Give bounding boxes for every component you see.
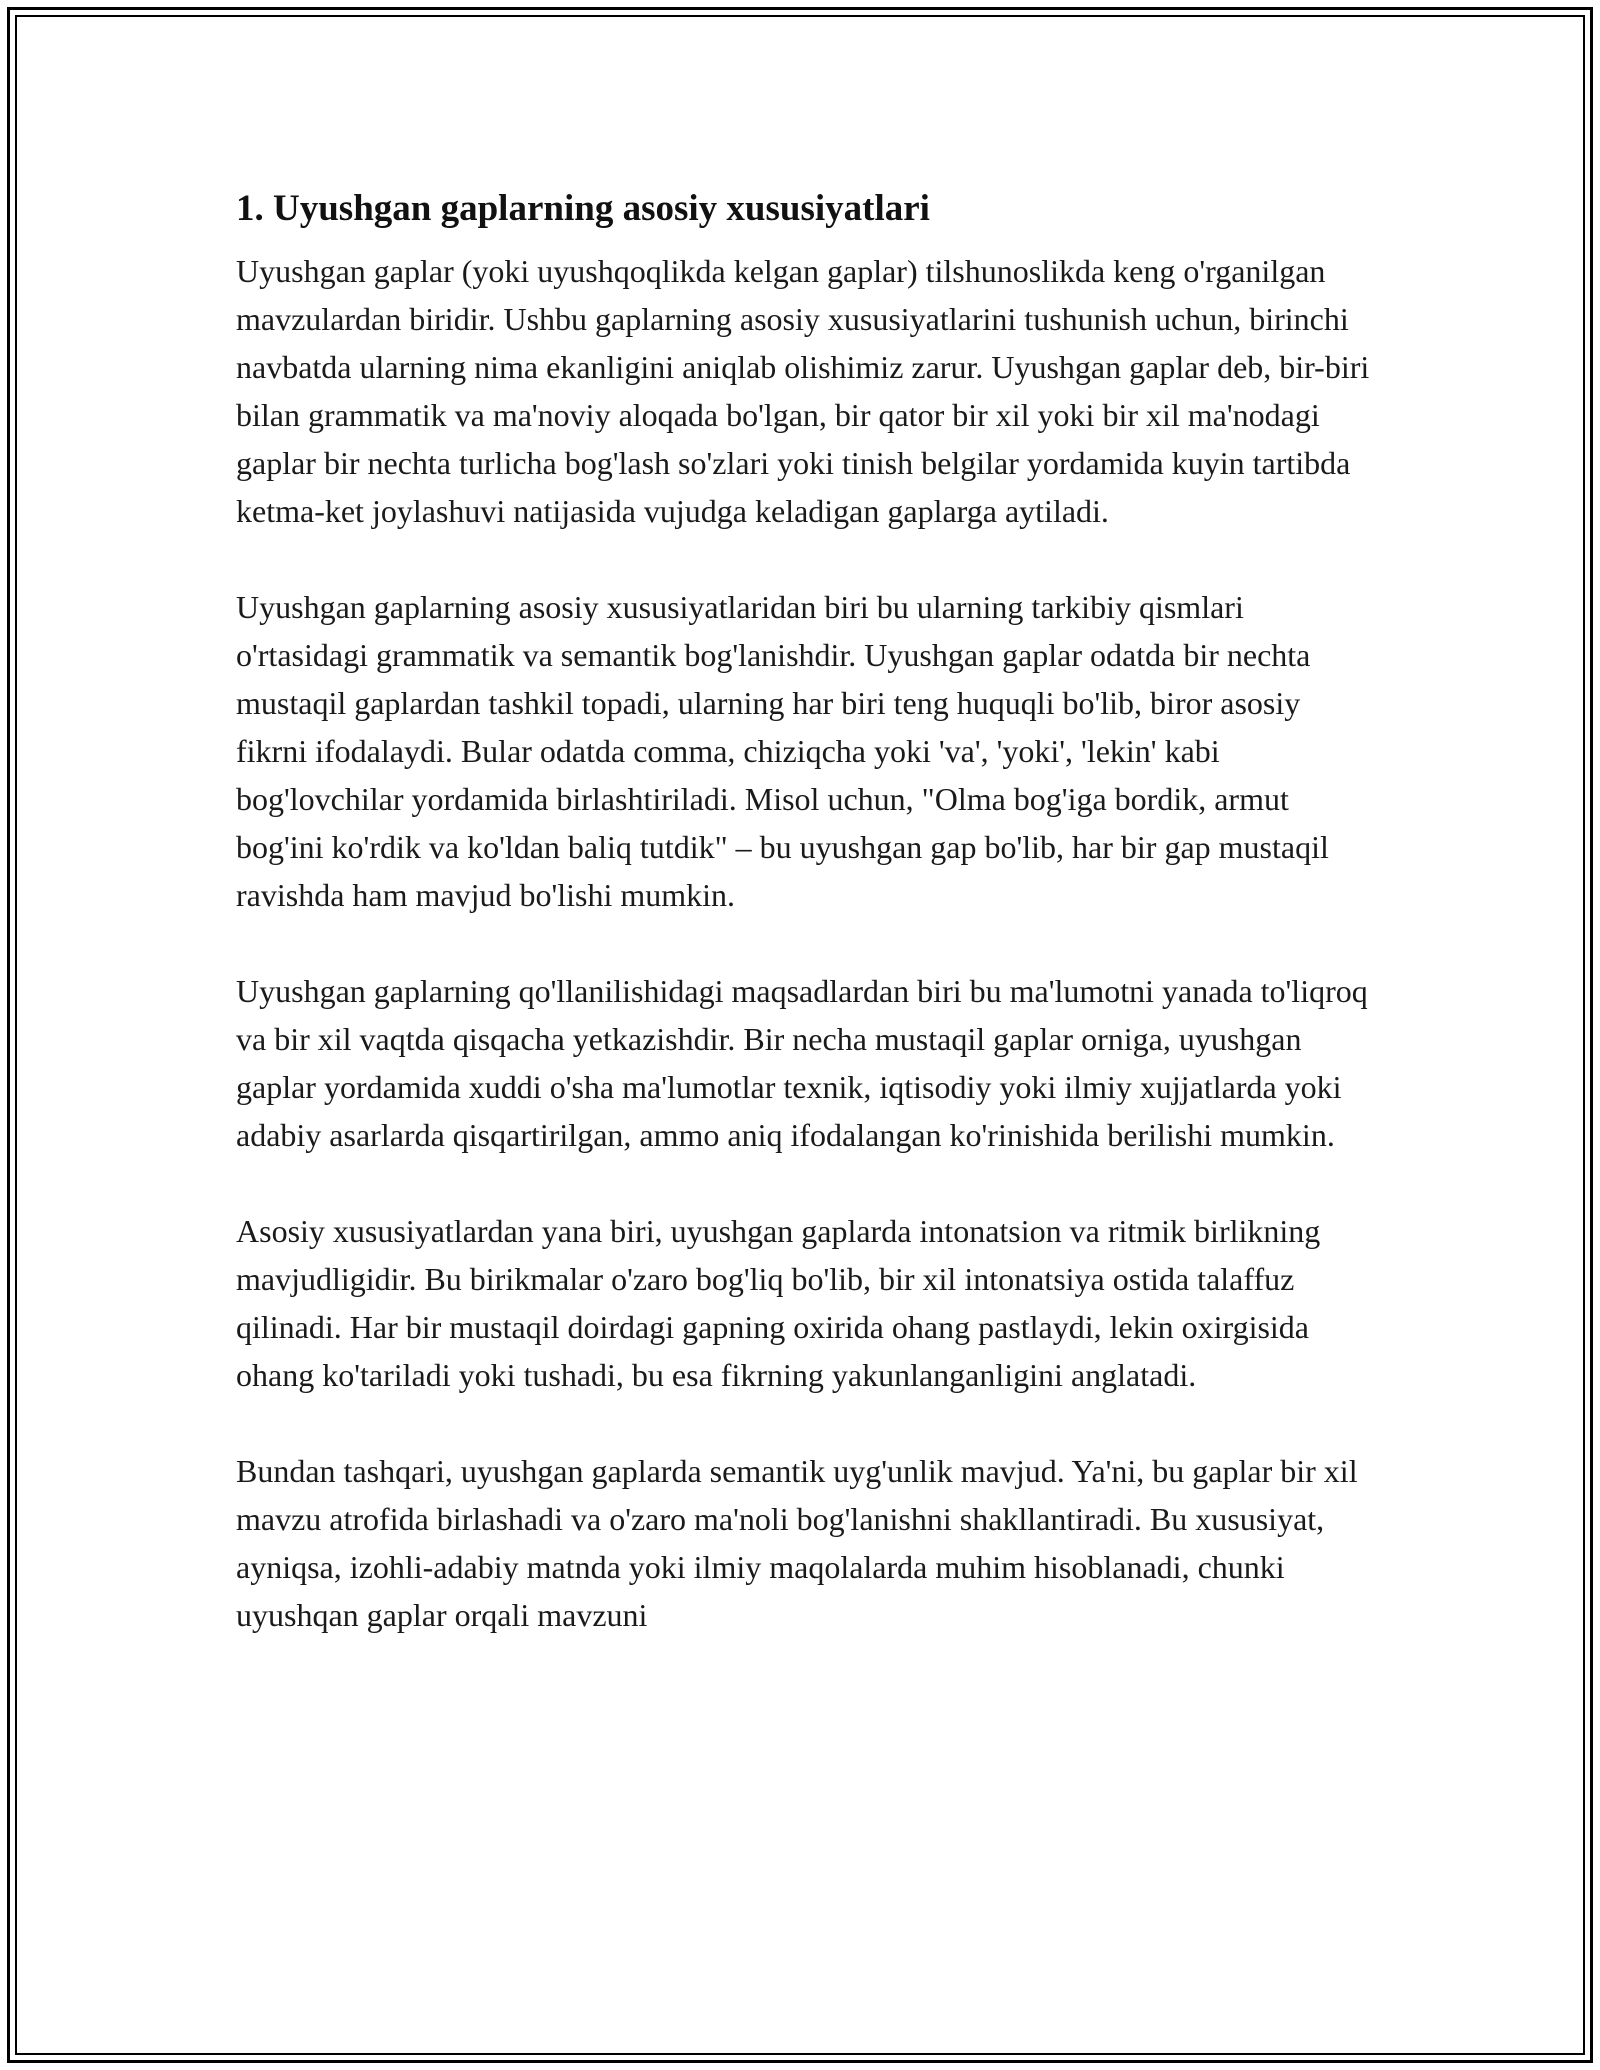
paragraph-2: Uyushgan gaplarning asosiy xususiyatlaridan biri bu ularning tarkibiy qismlari o'rtasidagi grammatik va semantik bog'lanishdir. Uyushgan gaplar odatda bir nechta mustaqil gaplardan tashkil topadi, ularning har biri teng huquqli bo'lib, biror asosiy fikrni ifodalaydi. Bular odatda comma, chiziqcha yoki 'va', 'yoki', 'lekin' kabi bog'lovchilar yordamida birlashtiriladi. Misol uchun, "Olma bog'iga bordik, armut bog'ini ko'rdik va ko'ldan baliq tutdik" – bu uyushgan gap bo'lib, har bir gap mustaqil ravishda ham mavjud bo'lishi mumkin. (236, 589, 1329, 913)
section-heading: 1. Uyushgan gaplarning asosiy xususiyatlari (236, 188, 930, 229)
paragraph-5: Bundan tashqari, uyushgan gaplarda semantik uyg'unlik mavjud. Ya'ni, bu gaplar bir xil mavzu atrofida birlashadi va o'zaro ma'noli bog'lanishni shakllantiradi. Bu xususiyat, ayniqsa, izohli-adabiy matnda yoki ilmiy maqolalarda muhim hisoblanadi, chunki uyushqan gaplar orqali mavzuni (236, 1453, 1358, 1633)
paragraph-1: Uyushgan gaplar (yoki uyushqoqlikda kelgan gaplar) tilshunoslikda keng o'rganilgan mavzulardan biridir. Ushbu gaplarning asosiy xususiyatlarini tushunish uchun, birinchi navbatda ularning nima ekanligini aniqlab olishimiz zarur. Uyushgan gaplar deb, bir-biri bilan grammatik va ma'noviy aloqada bo'lgan, bir qator bir xil yoki bir xil ma'nodagi gaplar bir nechta turlicha bog'lash so'zlari yoki tinish belgilar yordamida kuyin tartibda ketma-ket joylashuvi natijasida vujudga keladigan gaplarga aytiladi. (236, 253, 1370, 529)
paragraph-3: Uyushgan gaplarning qo'llanilishidagi maqsadlardan biri bu ma'lumotni yanada to'liqroq va bir xil vaqtda qisqacha yetkazishdir. Bir necha mustaqil gaplar orniga, uyushgan gaplar yordamida xuddi o'sha ma'lumotlar texnik, iqtisodiy yoki ilmiy xujjatlarda yoki adabiy asarlarda qisqartirilgan, ammo aniq ifodalangan ko'rinishida berilishi mumkin. (236, 973, 1368, 1153)
paragraph-4: Asosiy xususiyatlardan yana biri, uyushgan gaplarda intonatsion va ritmik birlikning mavjudligidir. Bu birikmalar o'zaro bog'liq bo'lib, bir xil intonatsiya ostida talaffuz qilinadi. Har bir mustaqil doirdagi gapning oxirida ohang pastlaydi, lekin oxirgisida ohang ko'tariladi yoki tushadi, bu esa fikrning yakunlanganligini anglatadi. (236, 1213, 1321, 1393)
document-body (236, 186, 1376, 1687)
